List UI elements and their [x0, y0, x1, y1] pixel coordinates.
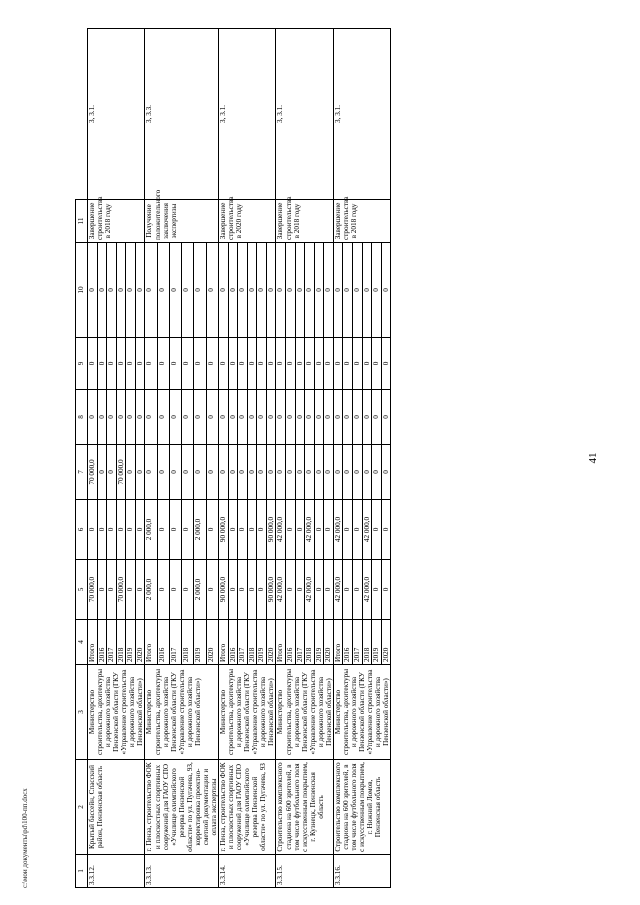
amount-cell: 0 — [126, 390, 136, 445]
amount-cell: 0 — [238, 338, 248, 390]
year-cell: 2017 — [169, 620, 181, 665]
year-cell: 2018 — [305, 620, 315, 665]
amount-cell: 70 000,0 — [88, 445, 98, 500]
amount-cell: 0 — [135, 445, 145, 500]
amount-cell: 0 — [314, 338, 324, 390]
amount-cell: 0 — [107, 338, 117, 390]
amount-cell: 0 — [381, 445, 391, 500]
amount-cell: 0 — [314, 500, 324, 560]
amount-cell: 0 — [343, 390, 353, 445]
amount-cell: 0 — [286, 560, 296, 620]
amount-cell: 0 — [343, 500, 353, 560]
amount-cell: 0 — [135, 243, 145, 338]
amount-cell: 0 — [169, 445, 181, 500]
amount-cell: 0 — [219, 390, 229, 445]
amount-cell: 0 — [343, 243, 353, 338]
year-cell: 2019 — [194, 620, 206, 665]
amount-cell: 0 — [126, 500, 136, 560]
program-table — [75, 28, 391, 888]
amount-cell: 42 000,0 — [305, 500, 315, 560]
amount-cell: 0 — [353, 445, 363, 500]
amount-cell: 0 — [88, 390, 98, 445]
amount-cell: 42 000,0 — [305, 560, 315, 620]
result-cell: Получение положительного заключения экспертизы — [145, 200, 219, 243]
amount-cell: 0 — [88, 243, 98, 338]
amount-cell: 0 — [97, 390, 107, 445]
amount-cell: 0 — [228, 500, 238, 560]
table-row — [219, 29, 229, 888]
row-number-cell: 3.3.15. — [276, 855, 333, 888]
amount-cell: 0 — [116, 390, 126, 445]
activity-name-cell: Строительство комплексного стадиона на 600 зрителей, в том числе футбольного поля с искусственным покрытием, г. Кузнецк, Пензенская область — [276, 760, 333, 855]
amount-cell: 90 000,0 — [219, 560, 229, 620]
amount-cell: 90 000,0 — [266, 560, 276, 620]
amount-cell: 0 — [353, 500, 363, 560]
amount-cell: 0 — [324, 338, 334, 390]
amount-cell: 0 — [238, 445, 248, 500]
indicator-cell: 3, 3.1. — [219, 29, 276, 200]
year-cell: 2019 — [257, 620, 267, 665]
amount-cell: 90 000,0 — [266, 500, 276, 560]
amount-cell: 0 — [228, 445, 238, 500]
year-cell: Итого — [333, 620, 343, 665]
amount-cell: 0 — [238, 390, 248, 445]
amount-cell: 0 — [145, 390, 157, 445]
result-cell: Завершение строительства в 2018 году — [276, 200, 333, 243]
amount-cell: 0 — [266, 445, 276, 500]
executor-cell: Министерство строительства, архитектуры и дорожного хозяйства Пензенской области (ГКУ «Управление строительства и дорожного хозяйства Пензенской области») — [219, 665, 276, 760]
amount-cell: 0 — [276, 445, 286, 500]
amount-cell: 0 — [247, 500, 257, 560]
amount-cell: 0 — [266, 338, 276, 390]
amount-cell: 0 — [206, 500, 218, 560]
activity-name-cell: г. Пенза, строительство ФОК и плоскостных спортивных сооружений для ГАОУ СПО «Училище олимпийского резерва Пензенской области» по ул. Пугачева, 93, корректировка проектно-сметной документации и оплата экспертизы — [145, 760, 219, 855]
year-cell: 2019 — [314, 620, 324, 665]
amount-cell: 0 — [305, 390, 315, 445]
amount-cell: 0 — [219, 445, 229, 500]
amount-cell: 0 — [343, 560, 353, 620]
amount-cell: 0 — [107, 390, 117, 445]
amount-cell: 0 — [206, 560, 218, 620]
amount-cell: 0 — [97, 560, 107, 620]
amount-cell: 0 — [305, 243, 315, 338]
indicator-cell: 3, 3.3. — [145, 29, 219, 200]
col-header: 11 — [76, 200, 88, 243]
amount-cell: 0 — [135, 500, 145, 560]
year-cell: 2017 — [238, 620, 248, 665]
amount-cell: 0 — [157, 243, 169, 338]
year-cell: 2016 — [228, 620, 238, 665]
year-cell: 2018 — [116, 620, 126, 665]
amount-cell: 0 — [247, 338, 257, 390]
year-cell: 2018 — [362, 620, 372, 665]
amount-cell: 0 — [381, 243, 391, 338]
year-cell: 2020 — [206, 620, 218, 665]
table-row — [333, 29, 343, 888]
amount-cell: 0 — [324, 445, 334, 500]
amount-cell: 0 — [107, 500, 117, 560]
amount-cell: 0 — [314, 445, 324, 500]
amount-cell: 0 — [126, 560, 136, 620]
amount-cell: 0 — [362, 338, 372, 390]
amount-cell: 0 — [126, 445, 136, 500]
amount-cell: 0 — [228, 390, 238, 445]
year-cell: 2016 — [97, 620, 107, 665]
amount-cell: 0 — [247, 390, 257, 445]
amount-cell: 0 — [276, 390, 286, 445]
amount-cell: 0 — [169, 500, 181, 560]
year-cell: 2017 — [107, 620, 117, 665]
amount-cell: 0 — [295, 243, 305, 338]
amount-cell: 0 — [266, 390, 276, 445]
amount-cell: 0 — [182, 243, 194, 338]
amount-cell: 2 000,0 — [194, 500, 206, 560]
amount-cell: 0 — [286, 338, 296, 390]
executor-cell: Министерство строительства, архитектуры и дорожного хозяйства Пензенской области (ГКУ «Управление строительства и дорожного хозяйства Пензенской области») — [276, 665, 333, 760]
amount-cell: 42 000,0 — [333, 560, 343, 620]
amount-cell: 0 — [381, 560, 391, 620]
amount-cell: 0 — [372, 560, 382, 620]
amount-cell: 0 — [372, 500, 382, 560]
amount-cell: 0 — [228, 338, 238, 390]
amount-cell: 0 — [286, 390, 296, 445]
row-number-cell: 3.3.14. — [219, 855, 276, 888]
year-cell: Итого — [145, 620, 157, 665]
amount-cell: 0 — [135, 560, 145, 620]
year-cell: 2018 — [247, 620, 257, 665]
col-header: 8 — [76, 390, 88, 445]
amount-cell: 0 — [182, 338, 194, 390]
amount-cell: 0 — [381, 338, 391, 390]
amount-cell: 0 — [286, 243, 296, 338]
amount-cell: 0 — [157, 500, 169, 560]
amount-cell: 0 — [145, 243, 157, 338]
result-cell: Завершение строительства в 2018 году — [333, 200, 390, 243]
amount-cell: 0 — [169, 243, 181, 338]
amount-cell: 0 — [238, 500, 248, 560]
amount-cell: 0 — [286, 445, 296, 500]
executor-cell: Министерство строительства, архитектуры и дорожного хозяйства Пензенской области (ГКУ «Управление строительства и дорожного хозяйства Пензенской области») — [145, 665, 219, 760]
col-header: 6 — [76, 500, 88, 560]
amount-cell: 0 — [135, 390, 145, 445]
col-header: 1 — [76, 855, 88, 888]
amount-cell: 0 — [305, 445, 315, 500]
amount-cell: 0 — [88, 338, 98, 390]
amount-cell: 0 — [107, 445, 117, 500]
amount-cell: 0 — [116, 500, 126, 560]
indicator-cell: 3, 3.1. — [333, 29, 390, 200]
row-number-cell: 3.3.16. — [333, 855, 390, 888]
amount-cell: 0 — [97, 445, 107, 500]
amount-cell: 0 — [169, 390, 181, 445]
amount-cell: 0 — [194, 390, 206, 445]
year-cell: 2020 — [135, 620, 145, 665]
amount-cell: 0 — [157, 445, 169, 500]
amount-cell: 0 — [238, 560, 248, 620]
amount-cell: 0 — [228, 243, 238, 338]
amount-cell: 0 — [324, 390, 334, 445]
amount-cell: 0 — [381, 500, 391, 560]
amount-cell: 0 — [169, 338, 181, 390]
amount-cell: 2 000,0 — [145, 560, 157, 620]
amount-cell: 42 000,0 — [362, 500, 372, 560]
year-cell: 2019 — [372, 620, 382, 665]
year-cell: Итого — [219, 620, 229, 665]
year-cell: 2020 — [324, 620, 334, 665]
amount-cell: 0 — [353, 338, 363, 390]
amount-cell: 0 — [182, 445, 194, 500]
col-header: 2 — [76, 760, 88, 855]
executor-cell: Министерство строительства, архитектуры и дорожного хозяйства Пензенской области (ГКУ «Управление строительства и дорожного хозяйства Пензенской области») — [333, 665, 390, 760]
amount-cell: 0 — [157, 560, 169, 620]
amount-cell: 0 — [276, 338, 286, 390]
amount-cell: 0 — [257, 560, 267, 620]
amount-cell: 42 000,0 — [333, 500, 343, 560]
amount-cell: 0 — [238, 243, 248, 338]
amount-cell: 0 — [372, 445, 382, 500]
year-cell: 2020 — [381, 620, 391, 665]
amount-cell: 0 — [353, 560, 363, 620]
amount-cell: 0 — [247, 560, 257, 620]
amount-cell: 2 000,0 — [194, 560, 206, 620]
amount-cell: 0 — [314, 560, 324, 620]
amount-cell: 0 — [295, 500, 305, 560]
activity-name-cell: Строительство комплексного стадиона на 600 зрителей, в том числе футбольного поля с искусственным покрытием, г. Нижний Ломов, Пензенская область — [333, 760, 390, 855]
row-number-cell: 3.3.13. — [145, 855, 219, 888]
amount-cell: 0 — [219, 243, 229, 338]
year-cell: 2016 — [286, 620, 296, 665]
amount-cell: 0 — [257, 338, 267, 390]
amount-cell: 0 — [362, 243, 372, 338]
amount-cell: 0 — [182, 390, 194, 445]
amount-cell: 90 000,0 — [219, 500, 229, 560]
year-cell: 2017 — [353, 620, 363, 665]
amount-cell: 0 — [381, 390, 391, 445]
amount-cell: 0 — [97, 338, 107, 390]
amount-cell: 0 — [372, 390, 382, 445]
amount-cell: 0 — [372, 243, 382, 338]
year-cell: 2018 — [182, 620, 194, 665]
year-cell: 2016 — [343, 620, 353, 665]
amount-cell: 0 — [219, 338, 229, 390]
amount-cell: 0 — [247, 243, 257, 338]
amount-cell: 0 — [157, 390, 169, 445]
result-cell: Завершение строительства в 2018 году — [88, 200, 145, 243]
year-cell: 2017 — [295, 620, 305, 665]
amount-cell: 0 — [372, 338, 382, 390]
indicator-cell: 3, 3.1. — [88, 29, 145, 200]
amount-cell: 0 — [107, 560, 117, 620]
amount-cell: 0 — [362, 390, 372, 445]
col-header: 4 — [76, 620, 88, 665]
amount-cell: 0 — [257, 500, 267, 560]
amount-cell: 0 — [145, 338, 157, 390]
amount-cell: 0 — [343, 445, 353, 500]
amount-cell: 0 — [305, 338, 315, 390]
year-cell: Итого — [276, 620, 286, 665]
amount-cell: 70 000,0 — [88, 560, 98, 620]
amount-cell: 0 — [182, 560, 194, 620]
amount-cell: 0 — [194, 445, 206, 500]
amount-cell: 0 — [194, 243, 206, 338]
amount-cell: 0 — [126, 243, 136, 338]
amount-cell: 0 — [257, 445, 267, 500]
amount-cell: 0 — [324, 243, 334, 338]
amount-cell: 0 — [324, 500, 334, 560]
page-number: 41 — [587, 452, 599, 464]
amount-cell: 70 000,0 — [116, 445, 126, 500]
indicator-cell: 3, 3.1. — [276, 29, 333, 200]
amount-cell: 0 — [333, 390, 343, 445]
activity-name-cell: Крытый бассейн, Спасский район, Пензенская область — [88, 760, 145, 855]
amount-cell: 0 — [257, 243, 267, 338]
amount-cell: 0 — [343, 338, 353, 390]
amount-cell: 42 000,0 — [276, 560, 286, 620]
amount-cell: 0 — [107, 243, 117, 338]
amount-cell: 0 — [314, 390, 324, 445]
amount-cell: 0 — [116, 338, 126, 390]
amount-cell: 0 — [206, 243, 218, 338]
result-cell: Завершение строительства в 2020 году — [219, 200, 276, 243]
year-cell: 2016 — [157, 620, 169, 665]
column-number-row — [76, 29, 88, 888]
amount-cell: 0 — [206, 338, 218, 390]
amount-cell: 0 — [206, 390, 218, 445]
col-header: 5 — [76, 560, 88, 620]
amount-cell: 0 — [266, 243, 276, 338]
rotated-page — [21, 28, 603, 888]
amount-cell: 0 — [157, 338, 169, 390]
col-header: 3 — [76, 665, 88, 760]
col-header: 10 — [76, 243, 88, 338]
amount-cell: 0 — [333, 243, 343, 338]
amount-cell: 0 — [257, 390, 267, 445]
amount-cell: 0 — [88, 500, 98, 560]
amount-cell: 0 — [324, 560, 334, 620]
amount-cell: 0 — [169, 560, 181, 620]
amount-cell: 0 — [247, 445, 257, 500]
amount-cell: 0 — [295, 445, 305, 500]
amount-cell: 0 — [353, 390, 363, 445]
amount-cell: 0 — [145, 445, 157, 500]
amount-cell: 70 000,0 — [116, 560, 126, 620]
amount-cell: 42 000,0 — [362, 560, 372, 620]
amount-cell: 0 — [295, 338, 305, 390]
amount-cell: 0 — [295, 390, 305, 445]
amount-cell: 0 — [97, 500, 107, 560]
amount-cell: 2 000,0 — [145, 500, 157, 560]
row-number-cell: 3.3.12. — [88, 855, 145, 888]
table-row — [276, 29, 286, 888]
amount-cell: 0 — [135, 338, 145, 390]
amount-cell: 0 — [314, 243, 324, 338]
amount-cell: 0 — [126, 338, 136, 390]
col-header: 9 — [76, 338, 88, 390]
amount-cell: 0 — [333, 445, 343, 500]
amount-cell: 0 — [362, 445, 372, 500]
table-row — [145, 29, 157, 888]
executor-cell: Министерство строительства, архитектуры и дорожного хозяйства Пензенской области (ГКУ «Управление строительства и дорожного хозяйства Пензенской области») — [88, 665, 145, 760]
amount-cell: 42 000,0 — [276, 500, 286, 560]
amount-cell: 0 — [333, 338, 343, 390]
amount-cell: 0 — [97, 243, 107, 338]
amount-cell: 0 — [182, 500, 194, 560]
year-cell: 2020 — [266, 620, 276, 665]
col-header: 7 — [76, 445, 88, 500]
year-cell: 2019 — [126, 620, 136, 665]
amount-cell: 0 — [116, 243, 126, 338]
amount-cell: 0 — [286, 500, 296, 560]
amount-cell: 0 — [206, 445, 218, 500]
amount-cell: 0 — [228, 560, 238, 620]
amount-cell: 0 — [353, 243, 363, 338]
activity-name-cell: г. Пенза, строительство ФОК и плоскостных спортивных сооружений для ГАОУ СПО «Училище олимпийского резерва Пензенской области» по ул. Пугачева, 93 — [219, 760, 276, 855]
amount-cell: 0 — [194, 338, 206, 390]
year-cell: Итого — [88, 620, 98, 665]
table-row — [88, 29, 98, 888]
amount-cell: 0 — [276, 243, 286, 338]
footer-file-path: c:\мои документы\рd\100-пп.docx — [21, 788, 29, 888]
amount-cell: 0 — [295, 560, 305, 620]
